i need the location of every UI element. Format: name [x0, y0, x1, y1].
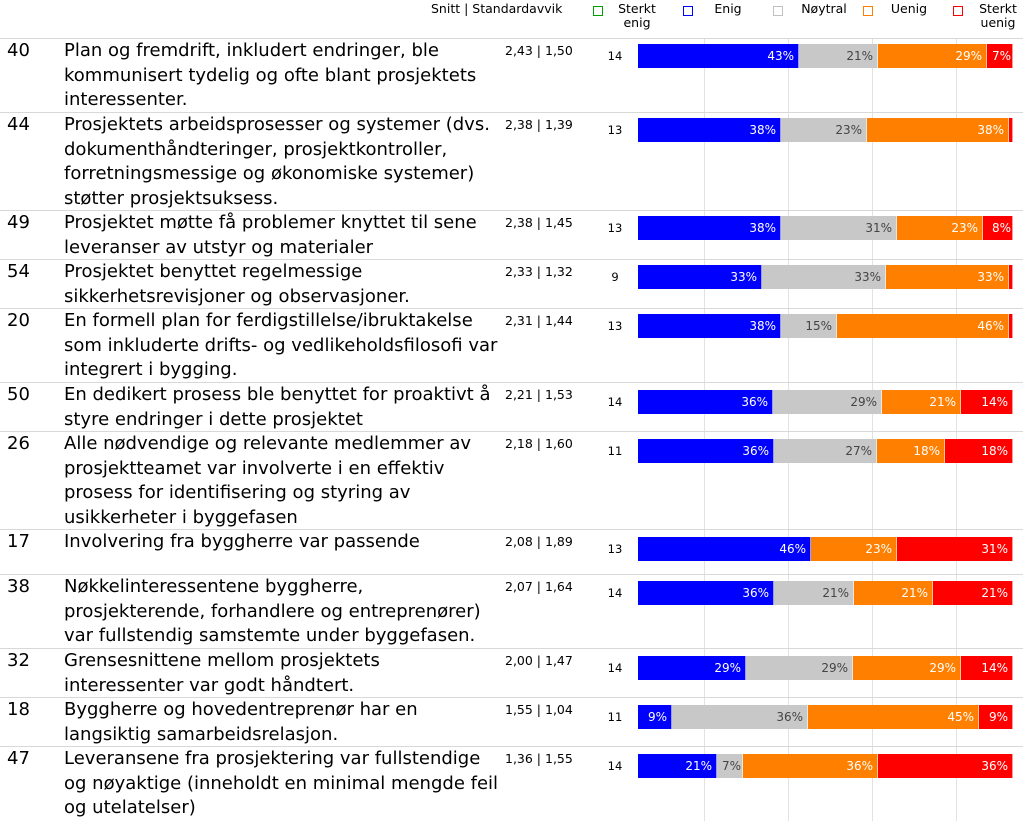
bar-value-label: 7%	[991, 49, 1011, 63]
bar-segment-sterkt_uenig	[987, 44, 1013, 68]
bar-value-label: 21%	[981, 586, 1008, 600]
mean-sd-value: 2,38 | 1,45	[505, 215, 573, 230]
legend-label-noytral: Nøytral	[801, 1, 847, 16]
question-statement: Alle nødvendige og relevante medlemmer av prosjektteamet var involverte i en effektiv prosess for identifisering og styring av usikkerheter i byggefasen	[64, 433, 472, 528]
bar-value-label: 18%	[981, 444, 1008, 458]
bar-segment-sterkt_uenig	[961, 390, 1013, 414]
bar-value-label: 29%	[850, 395, 877, 409]
question-statement: Prosjektet benyttet regelmessige sikkerhetsrevisjoner og observasjoner.	[64, 261, 410, 307]
response-count: 9	[611, 270, 619, 284]
bar-segment-enig	[638, 314, 781, 338]
bar-segment-enig	[638, 656, 746, 680]
question-statement: Prosjektets arbeidsprosesser og systemer (dvs. dokumenthåndteringer, prosjektkontroller, forretningsmessige og økonomiske systemer) støtter prosjektsuksess.	[64, 114, 490, 209]
bar-value-label: 38%	[749, 123, 776, 137]
response-count: 14	[607, 586, 623, 600]
bar-segment-enig	[638, 754, 717, 778]
bar-segment-uenig	[854, 581, 933, 605]
bar-segment-uenig	[877, 439, 945, 463]
stats-column-header: Snitt | Standardavvik	[431, 1, 563, 16]
bar-segment-uenig	[878, 44, 987, 68]
question-statement: Leveransene fra prosjektering var fullstendige og nøyaktige (inneholdt en minimal mengde feil og utelatelser)	[64, 748, 499, 818]
question-number: 20	[7, 310, 30, 331]
bar-value-label: 7%	[721, 759, 741, 773]
bar-value-label: 21%	[822, 586, 849, 600]
stacked-bar	[638, 581, 1013, 605]
question-statement: Prosjektet møtte få problemer knyttet til sene leveranser av utstyr og materialer	[64, 212, 477, 258]
bar-value-label: 14%	[981, 661, 1008, 675]
stacked-bar	[638, 118, 1013, 142]
bar-value-label: 18%	[913, 444, 940, 458]
stacked-bar	[638, 216, 1013, 240]
bar-segment-noytral	[746, 656, 853, 680]
bar-value-label: 21%	[901, 586, 928, 600]
bar-segment-sterkt_uenig	[1009, 314, 1013, 338]
bar-segment-noytral	[774, 581, 854, 605]
question-number: 18	[7, 699, 30, 720]
bar-segment-sterkt_uenig	[945, 439, 1013, 463]
bar-value-label: 36%	[846, 759, 873, 773]
bar-value-label: 38%	[749, 221, 776, 235]
response-count: 14	[607, 759, 623, 773]
legend-swatch-sterkt_uenig	[953, 6, 963, 16]
question-statement: Byggherre og hovedentreprenør har en langsiktig samarbeidsrelasjon.	[64, 699, 418, 745]
bar-segment-enig	[638, 216, 781, 240]
response-count: 11	[607, 444, 623, 458]
bar-segment-uenig	[743, 754, 878, 778]
bar-segment-noytral	[672, 705, 808, 729]
stacked-bar	[638, 754, 1013, 778]
bar-value-label: 33%	[730, 270, 757, 284]
mean-sd-value: 2,18 | 1,60	[505, 436, 573, 451]
bar-segment-uenig	[897, 216, 983, 240]
bar-segment-uenig	[882, 390, 961, 414]
mean-sd-value: 2,38 | 1,39	[505, 117, 573, 132]
bar-value-label: 29%	[714, 661, 741, 675]
bar-segment-sterkt_uenig	[897, 537, 1013, 561]
bar-value-label: 33%	[977, 270, 1004, 284]
bar-segment-enig	[638, 439, 774, 463]
bar-segment-uenig	[853, 656, 961, 680]
question-number: 47	[7, 748, 30, 769]
bar-segment-uenig	[837, 314, 1009, 338]
mean-sd-value: 2,21 | 1,53	[505, 387, 573, 402]
response-count: 14	[607, 49, 623, 63]
bar-value-label: 15%	[805, 319, 832, 333]
bar-segment-noytral	[799, 44, 878, 68]
response-count: 14	[607, 661, 623, 675]
bar-segment-sterkt_uenig	[983, 216, 1013, 240]
bar-value-label: 46%	[779, 542, 806, 556]
bar-segment-enig	[638, 265, 762, 289]
bar-value-label: 31%	[865, 221, 892, 235]
bar-value-label: 21%	[846, 49, 873, 63]
legend-label-uenig: Uenig	[890, 1, 928, 16]
bar-segment-sterkt_uenig	[1009, 118, 1013, 142]
bar-value-label: 29%	[955, 49, 982, 63]
mean-sd-value: 2,00 | 1,47	[505, 653, 573, 668]
mean-sd-value: 2,07 | 1,64	[505, 579, 573, 594]
question-number: 49	[7, 212, 30, 233]
legend-swatch-enig	[683, 6, 693, 16]
bar-segment-enig	[638, 390, 773, 414]
legend-swatch-sterkt_enig	[593, 6, 603, 16]
bar-segment-noytral	[717, 754, 743, 778]
bar-value-label: 29%	[821, 661, 848, 675]
question-number: 44	[7, 114, 30, 135]
bar-segment-noytral	[781, 118, 867, 142]
bar-segment-noytral	[781, 314, 837, 338]
bar-value-label: 29%	[929, 661, 956, 675]
bar-value-label: 21%	[929, 395, 956, 409]
bar-segment-enig	[638, 705, 672, 729]
bar-segment-sterkt_uenig	[1009, 265, 1013, 289]
question-statement: Nøkkelinteressentene byggherre, prosjekterende, forhandlere og entreprenører) var fullstendig samstemte under byggefasen.	[64, 576, 481, 646]
bar-value-label: 36%	[776, 710, 803, 724]
bar-segment-uenig	[811, 537, 897, 561]
bar-value-label: 23%	[865, 542, 892, 556]
question-number: 38	[7, 576, 30, 597]
legend-label-sterkt_uenig: Sterkt uenig	[979, 1, 1017, 30]
legend-swatch-noytral	[773, 6, 783, 16]
legend-swatch-uenig	[863, 6, 873, 16]
bar-value-label: 31%	[981, 542, 1008, 556]
question-statement: Plan og fremdrift, inkludert endringer, ble kommunisert tydelig og ofte blant prosjektets interessenter.	[64, 40, 477, 110]
bar-value-label: 36%	[742, 586, 769, 600]
stacked-bar	[638, 537, 1013, 561]
bar-value-label: 36%	[741, 395, 768, 409]
bar-value-label: 43%	[767, 49, 794, 63]
mean-sd-value: 2,08 | 1,89	[505, 534, 573, 549]
stacked-bar	[638, 439, 1013, 463]
bar-value-label: 21%	[685, 759, 712, 773]
question-statement: Grensesnittene mellom prosjektets interessenter var godt håndtert.	[64, 650, 380, 696]
bar-segment-noytral	[781, 216, 897, 240]
response-count: 13	[607, 319, 623, 333]
response-count: 11	[607, 710, 623, 724]
bar-segment-sterkt_uenig	[878, 754, 1013, 778]
bar-segment-enig	[638, 537, 811, 561]
question-number: 54	[7, 261, 30, 282]
bar-segment-enig	[638, 44, 799, 68]
bar-value-label: 36%	[981, 759, 1008, 773]
mean-sd-value: 2,43 | 1,50	[505, 43, 573, 58]
bar-value-label: 46%	[977, 319, 1004, 333]
stacked-bar	[638, 656, 1013, 680]
question-statement: En dedikert prosess ble benyttet for proaktivt å styre endringer i dette prosjektet	[64, 384, 491, 430]
stacked-bar	[638, 44, 1013, 68]
bar-segment-uenig	[808, 705, 979, 729]
bar-segment-enig	[638, 118, 781, 142]
bar-segment-uenig	[867, 118, 1009, 142]
bar-value-label: 14%	[981, 395, 1008, 409]
bar-segment-uenig	[886, 265, 1009, 289]
bar-segment-sterkt_uenig	[961, 656, 1013, 680]
bar-value-label: 27%	[845, 444, 872, 458]
question-number: 32	[7, 650, 30, 671]
bar-value-label: 38%	[977, 123, 1004, 137]
bar-value-label: 9%	[647, 710, 667, 724]
bar-segment-sterkt_uenig	[933, 581, 1013, 605]
mean-sd-value: 1,36 | 1,55	[505, 751, 573, 766]
bar-segment-sterkt_uenig	[979, 705, 1013, 729]
stacked-bar	[638, 314, 1013, 338]
stacked-bar	[638, 265, 1013, 289]
response-count: 13	[607, 123, 623, 137]
question-number: 26	[7, 433, 30, 454]
chart-header	[0, 0, 1023, 38]
response-count: 13	[607, 221, 623, 235]
bar-segment-noytral	[773, 390, 882, 414]
question-number: 17	[7, 531, 30, 552]
bar-value-label: 9%	[988, 710, 1008, 724]
response-count: 13	[607, 542, 623, 556]
bar-value-label: 23%	[951, 221, 978, 235]
stacked-bar	[638, 705, 1013, 729]
bar-segment-noytral	[762, 265, 886, 289]
mean-sd-value: 1,55 | 1,04	[505, 702, 573, 717]
bar-value-label: 38%	[749, 319, 776, 333]
stacked-bar	[638, 390, 1013, 414]
mean-sd-value: 2,31 | 1,44	[505, 313, 573, 328]
bar-segment-noytral	[774, 439, 877, 463]
response-count: 14	[607, 395, 623, 409]
bar-segment-enig	[638, 581, 774, 605]
bar-value-label: 45%	[947, 710, 974, 724]
bar-value-label: 36%	[742, 444, 769, 458]
bar-value-label: 23%	[835, 123, 862, 137]
legend-label-enig: Enig	[714, 1, 742, 16]
question-statement: Involvering fra byggherre var passende	[64, 531, 420, 552]
bar-value-label: 8%	[991, 221, 1011, 235]
bar-value-label: 33%	[854, 270, 881, 284]
question-number: 50	[7, 384, 30, 405]
legend-label-sterkt_enig: Sterkt enig	[618, 1, 656, 30]
question-number: 40	[7, 40, 30, 61]
question-statement: En formell plan for ferdigstillelse/ibruktakelse som inkluderte drifts- og vedlikeholdsfilosofi var integrert i bygging.	[64, 310, 498, 380]
mean-sd-value: 2,33 | 1,32	[505, 264, 573, 279]
